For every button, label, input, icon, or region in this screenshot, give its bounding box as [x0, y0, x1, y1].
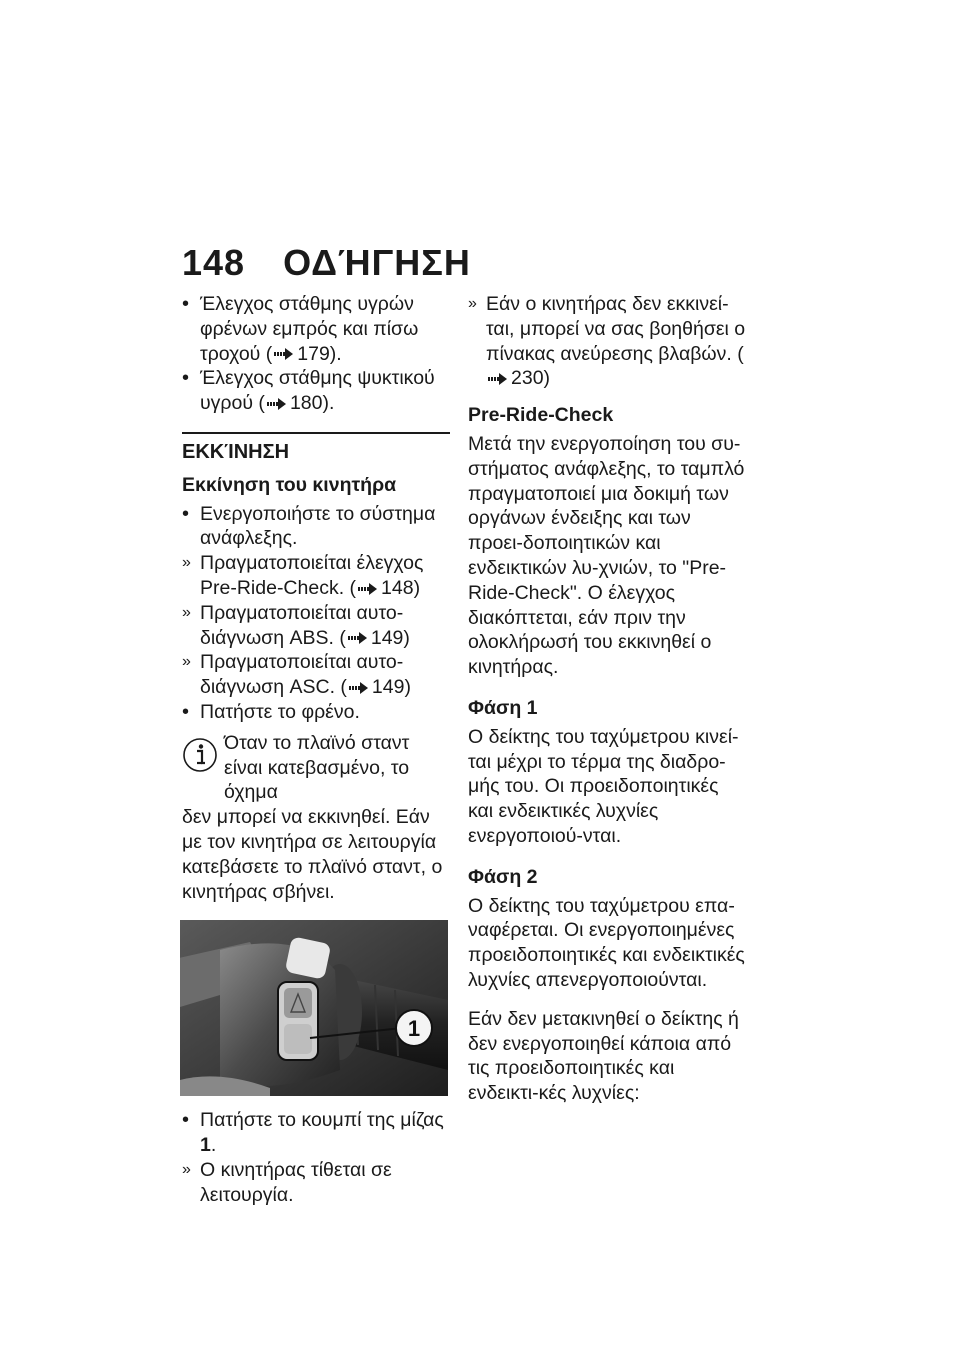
list-item	[182, 700, 450, 725]
info-icon	[182, 737, 218, 773]
callout-reference: 1	[200, 1134, 211, 1157]
info-note	[182, 731, 450, 905]
page-reference-arrow-icon	[488, 373, 508, 385]
page-reference-arrow-icon	[267, 398, 287, 410]
page-reference[interactable]: 230	[511, 367, 544, 390]
result-mark: »	[182, 1160, 191, 1178]
start-button-photo	[180, 920, 448, 1096]
section-divider	[182, 432, 450, 434]
item-text: Πραγματοποιείται έλεγχος Pre-Ride-Check. (	[200, 552, 424, 599]
item-text: Πραγματοποιείται αυτο-διάγνωση ABS. (	[200, 601, 404, 649]
list-item: • Έλεγχος στάθμης υγρών φρένων εμπρός και πίσω τροχού ( 179).	[182, 292, 450, 366]
list-item	[182, 502, 450, 552]
list-item: • Πατήστε το κουμπί της μίζας 1.	[182, 1108, 450, 1158]
list-item: • Έλεγχος στάθμης ψυκτικού υγρού ( 180).	[182, 366, 450, 416]
right-column	[468, 292, 748, 1106]
bullet-mark	[182, 1108, 198, 1133]
photo-callout: 1	[407, 1016, 421, 1042]
handlebar-switch-image	[180, 920, 448, 1096]
item-text: Εάν ο κινητήρας δεν εκκινεί-ται, μπορεί να σας βοηθήσει ο πίνακας ανεύρεσης βλαβών. (	[486, 293, 746, 365]
item-text: Έλεγχος στάθμης ψυκτικού υγρού (	[200, 367, 435, 415]
phase1-title: Φάση 1	[468, 696, 538, 719]
page-reference[interactable]: 179	[297, 342, 330, 365]
page-reference[interactable]: 149	[370, 626, 404, 649]
bullet-mark	[182, 502, 198, 527]
list-item: » Πραγματοποιείται αυτο-διάγνωση ABS. ( 149)	[182, 601, 410, 649]
item-text: Πραγματοποιείται αυτο-διάγνωση ASC. (	[200, 651, 404, 699]
section-title: ΕΚΚΊΝΗΣΗ	[182, 440, 290, 463]
list-item: » Πραγματοποιείται έλεγχος Pre-Ride-Check. ( 148)	[182, 552, 424, 599]
item-text: Ενεργοποιήστε το σύστημα ανάφλεξης.	[200, 502, 436, 550]
bullet-mark	[182, 292, 198, 317]
item-text: Ο κινητήρας τίθεται σε λειτουργία.	[200, 1158, 392, 1206]
result-mark: »	[182, 554, 191, 572]
item-text: Πατήστε το φρένο.	[200, 700, 360, 723]
result-mark: »	[182, 653, 191, 671]
note-text: δεν μπορεί να εκκινηθεί. Εάν με τον κινητήρα σε λειτουργία κατεβάσετε το πλαϊνό σταντ, ο κινητήρας σβήνει.	[182, 806, 443, 903]
page-header	[182, 242, 471, 284]
item-text: Πατήστε το κουμπί της μίζας	[200, 1109, 444, 1132]
phase1-text: Ο δείκτης του ταχύμετρου κινεί-ται μέχρι το τέρμα της διαδρο-μής του. Οι προειδοποιητικές και ενδεικτικές λυχνίες ενεργοποιού-νται.	[468, 725, 739, 847]
note-first-lines: Όταν το πλαϊνό σταντ είναι κατεβασμένο, το όχημα	[224, 731, 410, 804]
page-reference[interactable]: 148	[381, 576, 414, 599]
list-item	[182, 1158, 450, 1208]
page-reference[interactable]: 180	[289, 392, 323, 415]
bullet-mark	[182, 366, 198, 391]
page-reference[interactable]: 149	[371, 676, 405, 699]
phase2-title: Φάση 2	[468, 865, 538, 888]
page-reference-arrow-icon	[348, 632, 368, 644]
chapter-title: ΟΔΉΓΗΣΗ	[283, 242, 471, 283]
bullet-mark	[182, 700, 198, 725]
page-reference-arrow-icon	[358, 583, 378, 595]
list-item: » Πραγματοποιείται αυτο-διάγνωση ASC. ( 149)	[182, 651, 411, 699]
item-text: Έλεγχος στάθμης υγρών φρένων εμπρός και πίσω τροχού (	[200, 293, 419, 365]
closing-text: Εάν δεν μετακινηθεί ο δείκτης ή δεν ενεργοποιηθεί κάποια από τις προειδοποιητικές και ενδεικτι-κές λυχνίες:	[468, 1007, 739, 1105]
subsection-title: Εκκίνηση του κινητήρα	[182, 473, 397, 496]
page-number: 148	[182, 242, 246, 283]
list-item: » Εάν ο κινητήρας δεν εκκινεί-ται, μπορεί να σας βοηθήσει ο πίνακας ανεύρεσης βλαβών. (230)	[468, 293, 746, 390]
prc-title: Pre-Ride-Check	[468, 404, 614, 427]
left-column	[182, 292, 450, 1208]
result-mark: »	[182, 603, 191, 621]
prc-text: Μετά την ενεργοποίηση του συ-στήματος ανάφλεξης, το ταμπλό πραγματοποιεί μια δοκιμή των οργάνων ένδειξης και των προει-δοποιητικών και ενδεικτικών λυ-χνιών, το "Pre-Ride-Check". Ο έλεγχος διακόπτεται, εάν πριν την ολοκλήρωσή του εκκινηθεί ο κινητήρας.	[468, 432, 745, 679]
phase2-text: Ο δείκτης του ταχύμετρου επα-ναφέρεται. Οι ενεργοποιημένες προειδοποιητικές και ενδεικτικές λυχνίες απενεργοποιούνται.	[468, 894, 745, 991]
page-reference-arrow-icon	[349, 682, 369, 694]
page-reference-arrow-icon	[274, 348, 294, 360]
result-mark: »	[468, 295, 477, 312]
